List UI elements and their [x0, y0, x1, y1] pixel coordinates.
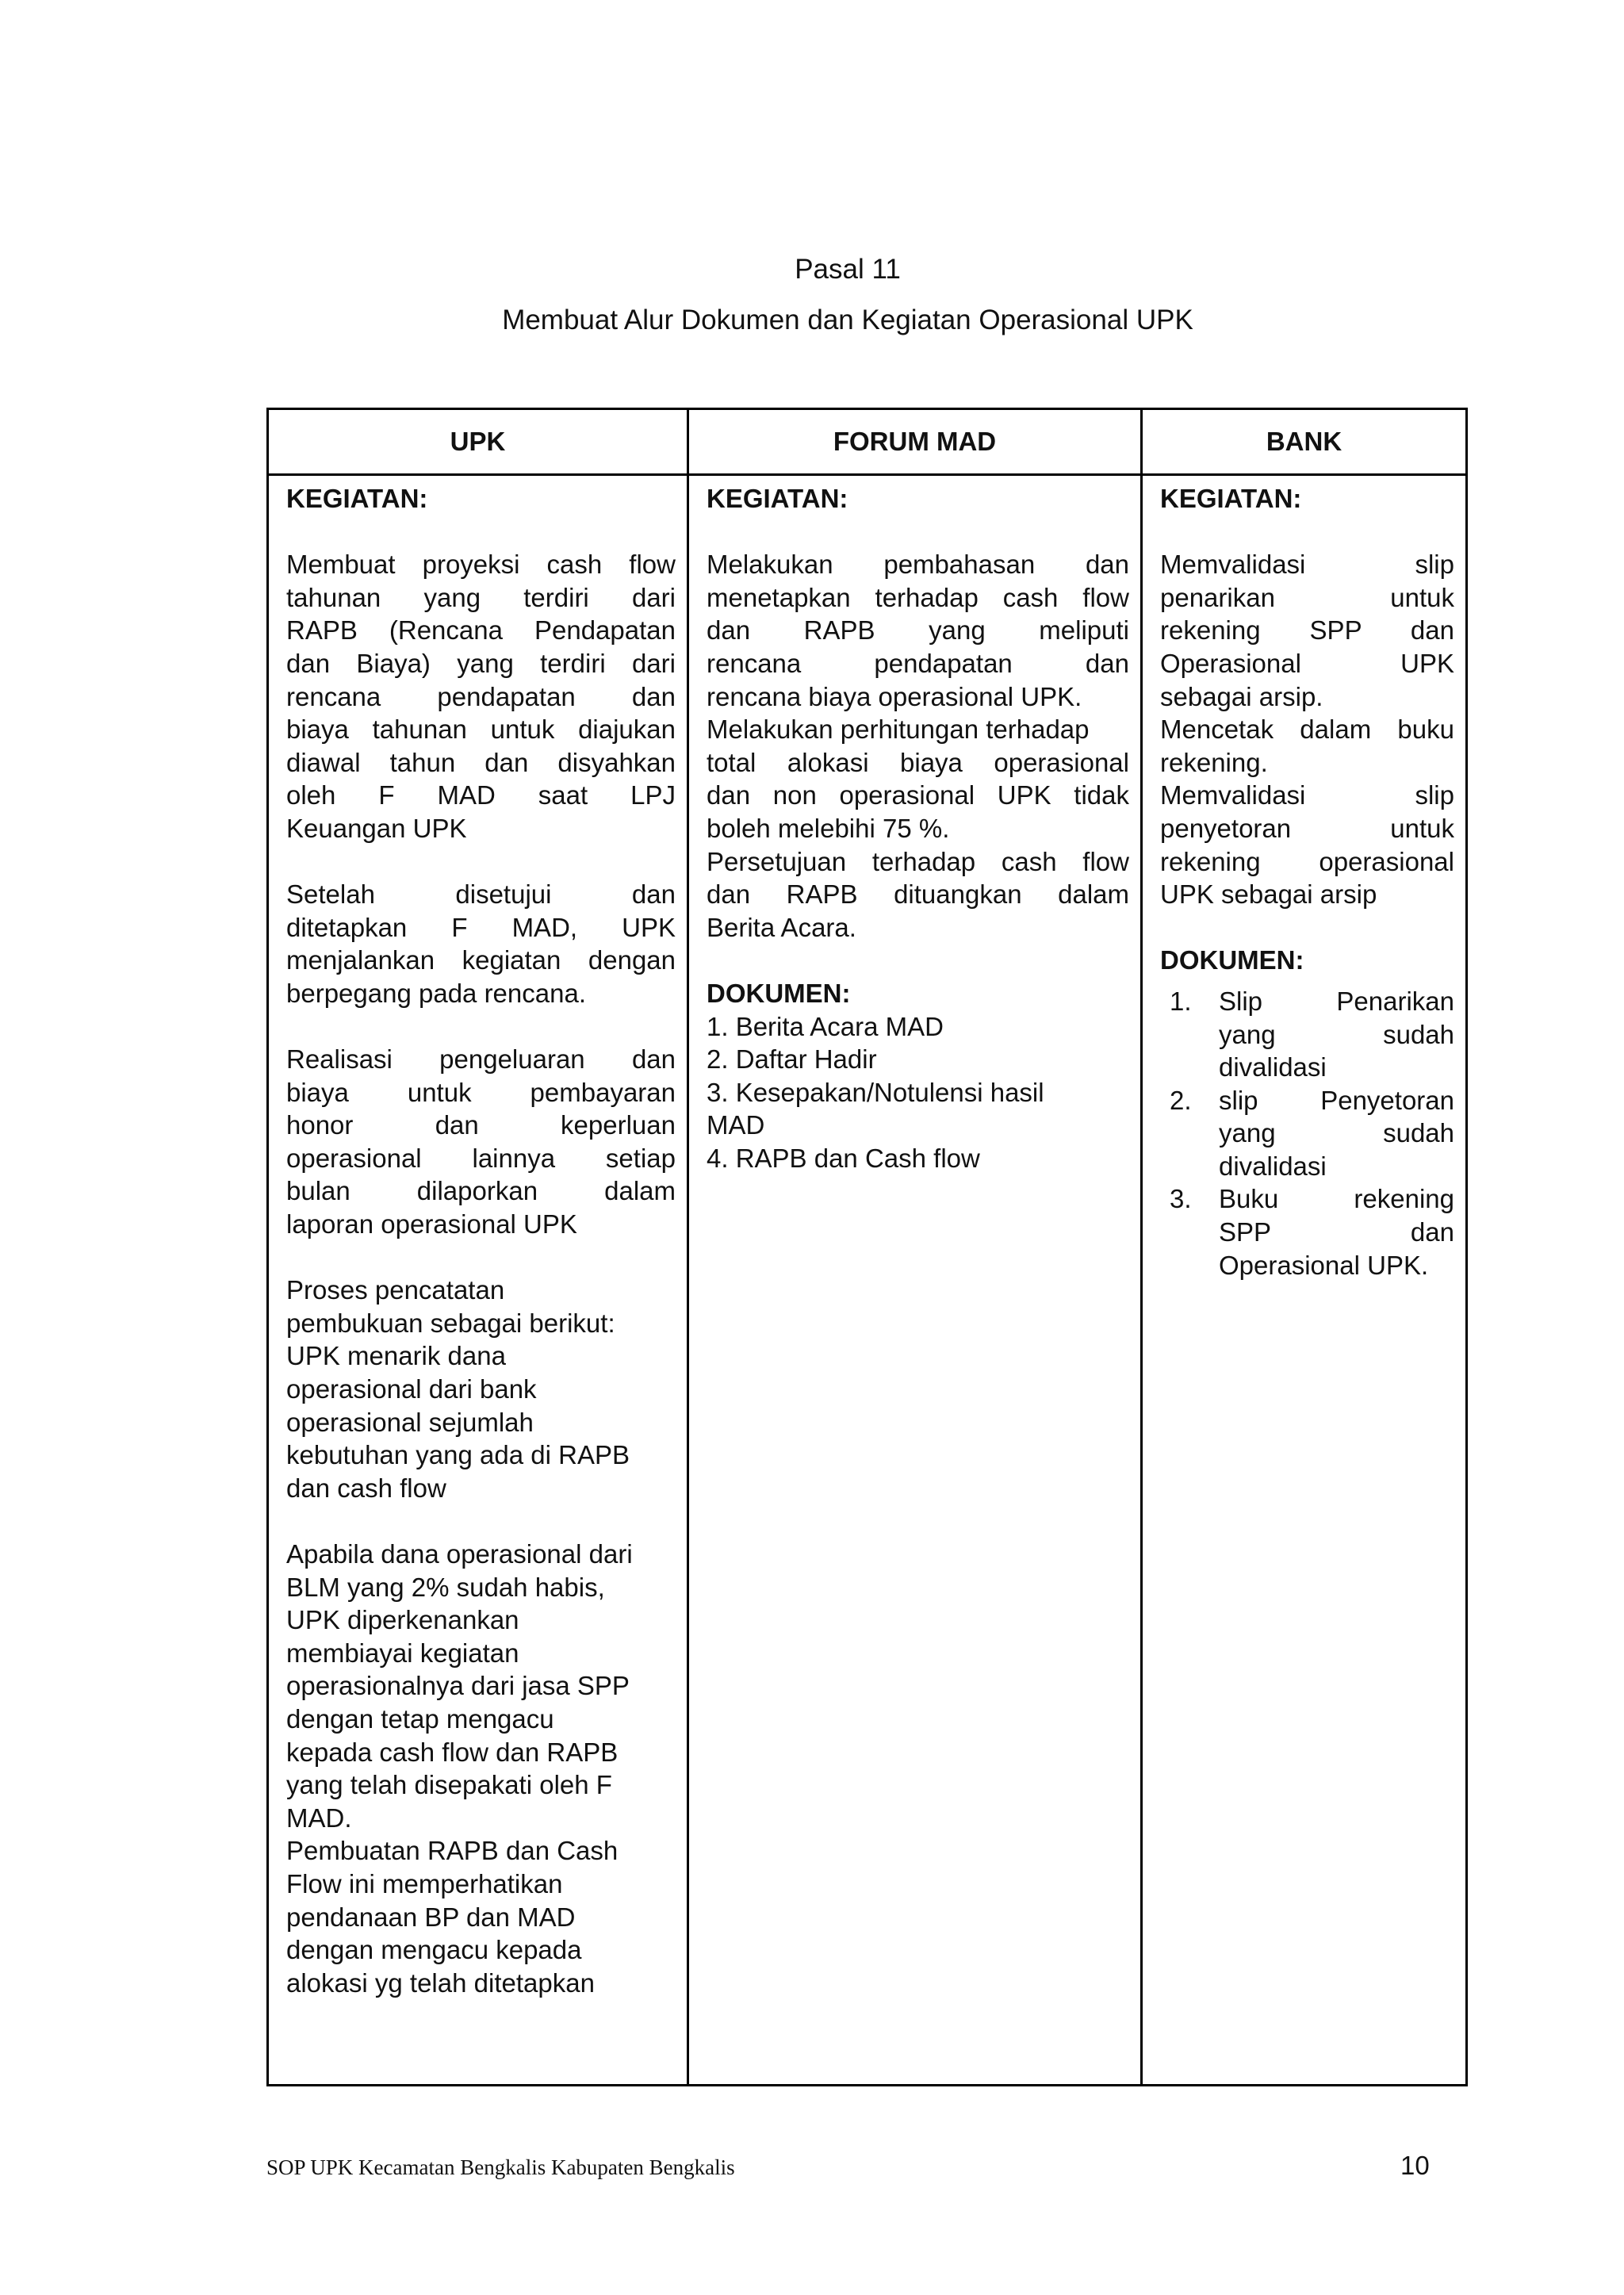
- text-line: penarikan untuk: [1160, 582, 1454, 612]
- blank-line: [286, 1504, 676, 1538]
- item-line: yang sudah: [1219, 1118, 1454, 1148]
- text-line: pendanaan BP dan MAD: [286, 1902, 576, 1932]
- document-item: [1160, 1084, 1454, 1183]
- text-line: Flow ini memperhatikan: [286, 1868, 563, 1898]
- text-line: Memvalidasi slip: [1160, 780, 1454, 810]
- spacer: [1160, 515, 1454, 549]
- text-line: rencana biaya operasional UPK.: [707, 681, 1082, 711]
- text-line: operasional dari bank: [286, 1374, 537, 1404]
- text-line: oleh F MAD saat LPJ: [286, 780, 676, 810]
- text-line: pembukuan sebagai berikut:: [286, 1308, 615, 1338]
- text-line: dengan mengacu kepada: [286, 1935, 582, 1965]
- text-line: dan RAPB yang meliputi: [707, 615, 1129, 646]
- spacer: [1160, 977, 1454, 985]
- forum-activities-label: KEGIATAN:: [707, 484, 848, 513]
- text-line: operasional lainnya setiap: [286, 1143, 676, 1173]
- bank-documents-label: DOKUMEN:: [1160, 945, 1304, 975]
- text-line: boleh melebihi 75 %.: [707, 813, 950, 843]
- text-line: penyetoran untuk: [1160, 813, 1454, 843]
- text-line: honor dan keperluan: [286, 1110, 676, 1140]
- text-line: rekening SPP dan: [1160, 615, 1454, 646]
- blank-line: [286, 1010, 676, 1044]
- column-header-forum-mad: FORUM MAD: [688, 409, 1142, 475]
- upk-content: [269, 476, 687, 1999]
- blank-line: [286, 1241, 676, 1274]
- text-line: sebagai arsip.: [1160, 681, 1323, 711]
- text-line: dan RAPB dituangkan dalam: [707, 879, 1129, 910]
- blank-line: [286, 845, 676, 879]
- text-line: biaya tahunan untuk diajukan: [286, 715, 676, 745]
- text-line: MAD.: [286, 1803, 352, 1833]
- item-line: Operasional UPK.: [1219, 1250, 1429, 1280]
- text-line: Melakukan perhitungan terhadap: [707, 715, 1090, 745]
- text-line: dan Biaya) yang terdiri dari: [286, 648, 676, 678]
- bank-documents: [1160, 985, 1454, 1282]
- forum-mad-content: [689, 476, 1140, 1174]
- upk-cell: [268, 475, 688, 2086]
- article-title: Pasal 11: [795, 254, 901, 285]
- text-line: Berita Acara.: [707, 912, 856, 942]
- document-item: [1160, 1182, 1454, 1282]
- text-line: operasional sejumlah: [286, 1407, 534, 1437]
- spacer: [1160, 911, 1454, 944]
- item-line: divalidasi: [1219, 1151, 1327, 1181]
- text-line: laporan operasional UPK: [286, 1209, 577, 1239]
- upk-activities-label: KEGIATAN:: [286, 484, 428, 513]
- document-item: 2. Daftar Hadir: [707, 1044, 877, 1075]
- procedure-table: [266, 408, 1468, 2086]
- text-line: Memvalidasi slip: [1160, 550, 1454, 580]
- text-line: operasionalnya dari jasa SPP: [286, 1671, 630, 1701]
- footer-document-title: SOP UPK Kecamatan Bengkalis Kabupaten Bengkalis: [266, 2155, 735, 2179]
- article-subtitle: Membuat Alur Dokumen dan Kegiatan Operasional UPK: [502, 305, 1193, 335]
- text-line: membiayai kegiatan: [286, 1638, 519, 1668]
- text-line: ditetapkan F MAD, UPK: [286, 912, 676, 942]
- bank-cell: [1142, 475, 1467, 2086]
- spacer: [286, 515, 676, 549]
- item-line: divalidasi: [1219, 1052, 1327, 1082]
- text-line: Persetujuan terhadap cash flow: [707, 846, 1129, 876]
- document-item: 3. Kesepakan/Notulensi hasil: [707, 1077, 1044, 1107]
- text-line: UPK menarik dana: [286, 1341, 506, 1371]
- text-line: yang telah disepakati oleh F: [286, 1770, 612, 1800]
- text-line: rekening.: [1160, 747, 1268, 777]
- item-line: SPP dan: [1219, 1217, 1454, 1247]
- text-line: dan cash flow: [286, 1473, 446, 1503]
- text-line: dengan tetap mengacu: [286, 1703, 554, 1734]
- forum-activities: [707, 548, 1129, 944]
- forum-documents: [707, 1010, 1129, 1175]
- table-header-row: [268, 409, 1467, 475]
- item-number: 3.: [1170, 1184, 1192, 1214]
- bank-activities: [1160, 548, 1454, 911]
- bank-activities-label: KEGIATAN:: [1160, 484, 1302, 513]
- text-line: kebutuhan yang ada di RAPB: [286, 1440, 630, 1470]
- text-line: menetapkan terhadap cash flow: [707, 582, 1129, 612]
- item-number: 1.: [1170, 986, 1192, 1016]
- text-line: Realisasi pengeluaran dan: [286, 1044, 676, 1075]
- text-line: Mencetak dalam buku: [1160, 715, 1454, 745]
- text-line: Setelah disetujui dan: [286, 879, 676, 910]
- text-line: berpegang pada rencana.: [286, 978, 586, 1008]
- text-line: bulan dilaporkan dalam: [286, 1176, 676, 1206]
- text-line: UPK diperkenankan: [286, 1605, 519, 1635]
- text-line: diawal tahun dan disyahkan: [286, 747, 676, 777]
- text-line: alokasi yg telah ditetapkan: [286, 1967, 595, 1998]
- page-number: 10: [1400, 2151, 1430, 2180]
- item-line: yang sudah: [1219, 1019, 1454, 1049]
- text-line: rekening operasional: [1160, 846, 1454, 876]
- text-line: RAPB (Rencana Pendapatan: [286, 615, 676, 646]
- item-line: Slip Penarikan: [1219, 986, 1454, 1016]
- text-line: total alokasi biaya operasional: [707, 747, 1129, 777]
- text-line: dan non operasional UPK tidak: [707, 780, 1129, 810]
- text-line: UPK sebagai arsip: [1160, 879, 1377, 910]
- forum-mad-cell: [688, 475, 1142, 2086]
- document-item: [1160, 985, 1454, 1084]
- document-item: 1. Berita Acara MAD: [707, 1011, 944, 1041]
- spacer: [707, 515, 1129, 549]
- item-line: Buku rekening: [1219, 1184, 1454, 1214]
- column-header-upk: UPK: [268, 409, 688, 475]
- text-line: Operasional UPK: [1160, 648, 1454, 678]
- item-line: slip Penyetoran: [1219, 1085, 1454, 1115]
- text-line: Keuangan UPK: [286, 813, 467, 843]
- text-line: Proses pencatatan: [286, 1275, 505, 1305]
- text-line: Melakukan pembahasan dan: [707, 550, 1129, 580]
- upk-activities: [286, 548, 676, 1999]
- bank-content: [1143, 476, 1465, 1282]
- text-line: rencana pendapatan dan: [707, 648, 1129, 678]
- text-line: Apabila dana operasional dari: [286, 1539, 633, 1569]
- document-item: 4. RAPB dan Cash flow: [707, 1143, 980, 1173]
- text-line: Membuat proyeksi cash flow: [286, 550, 676, 580]
- text-line: kepada cash flow dan RAPB: [286, 1737, 619, 1767]
- document-item: MAD: [707, 1110, 765, 1140]
- column-header-bank: BANK: [1142, 409, 1467, 475]
- forum-documents-label: DOKUMEN:: [707, 978, 851, 1008]
- text-line: tahunan yang terdiri dari: [286, 582, 676, 612]
- table-body-row: [268, 475, 1467, 2086]
- text-line: rencana pendapatan dan: [286, 681, 676, 711]
- text-line: Pembuatan RAPB dan Cash: [286, 1836, 619, 1866]
- text-line: menjalankan kegiatan dengan: [286, 945, 676, 975]
- item-number: 2.: [1170, 1085, 1192, 1115]
- spacer: [707, 944, 1129, 977]
- text-line: BLM yang 2% sudah habis,: [286, 1572, 605, 1602]
- text-line: biaya untuk pembayaran: [286, 1077, 676, 1107]
